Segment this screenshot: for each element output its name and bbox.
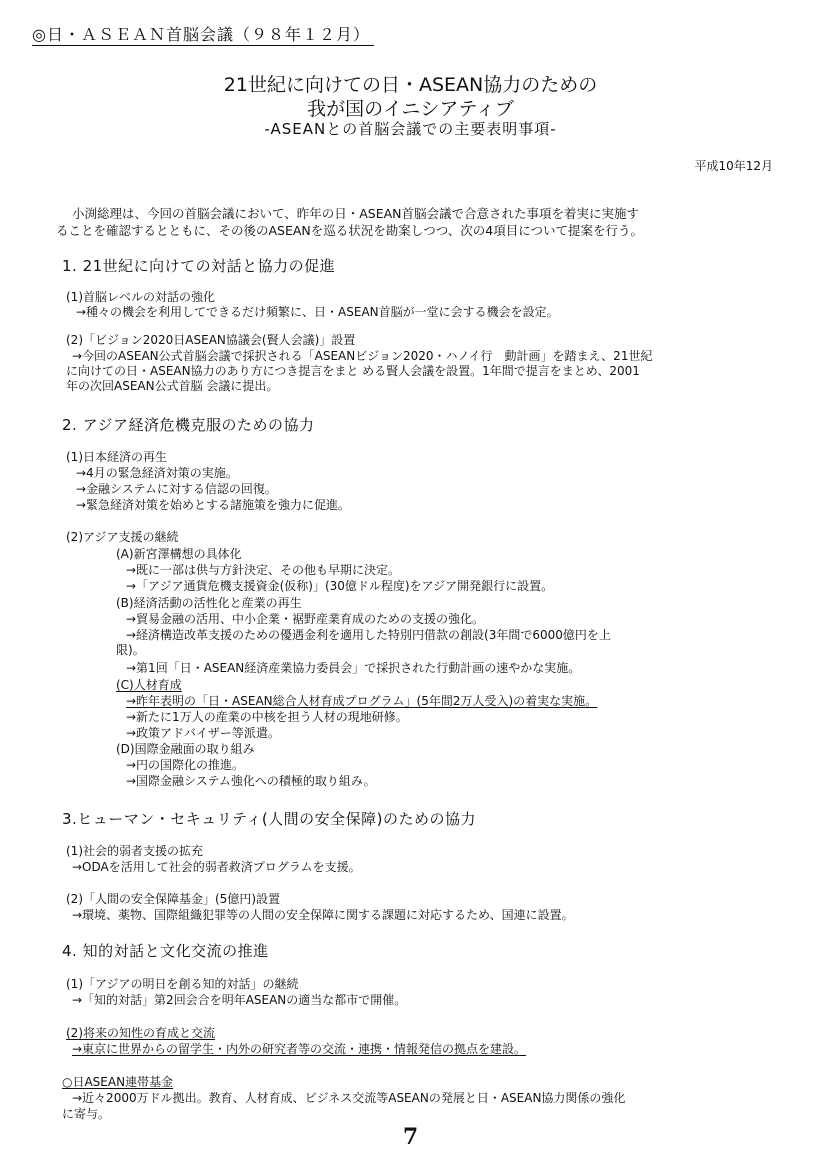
s3-item-2-line: →環境、薬物、国際組織犯罪等の人間の安全保障に関する課題に対応するため、国連に設置。 — [72, 908, 574, 922]
s2-d-line-1: →円の国際化の推進。 — [126, 758, 245, 772]
s4-item-3-line-1: →近々2000万ドル拠出。教育、人材育成、ビジネス交流等ASEANの発展と日・ASEAN協力関係の強化 — [72, 1091, 626, 1105]
s1-item-1-line: →種々の機会を利用してできるだけ頻繁に、日・ASEAN首脳が一堂に会する機会を設定。 — [76, 305, 559, 319]
title-line-2: 我が国のイニシアティブ — [307, 98, 514, 120]
s2-c-line-1: →昨年表明の「日・ASEAN総合人材育成プログラム」(5年間2万人受入)の着実な実施。 — [126, 694, 598, 708]
s2-b-line-4: →第1回「日・ASEAN経済産業協力委員会」で採択された行動計画の速やかな実施。 — [126, 661, 581, 675]
s2-c-title: (C)人材育成 — [116, 678, 182, 692]
s4-item-3-title: ○日ASEAN連帯基金 — [62, 1075, 174, 1089]
section-3-heading: 3.ヒューマン・セキュリティ(人間の安全保障)のための協力 — [62, 810, 477, 828]
s2-b-title: (B)経済活動の活性化と産業の再生 — [116, 596, 302, 610]
s1-item-2-line-3: 年の次回ASEAN公式首脳 会議に提出。 — [66, 379, 279, 393]
s2-item-2-title: (2)アジア支援の継続 — [66, 530, 179, 544]
intro-line-1: 小渕総理は、今回の首脳会議において、昨年の日・ASEAN首脳会議で合意された事項を着実に実施す — [72, 206, 640, 221]
s4-item-3-line-2: に寄与。 — [62, 1107, 111, 1121]
s2-a-line-2: →「アジア通貨危機支援資金(仮称)」(30億ドル程度)をアジア開発銀行に設置。 — [126, 579, 554, 593]
s4-item-2-title: (2)将来の知性の育成と交流 — [66, 1026, 215, 1040]
s1-item-2-title: (2)「ビジョン2020日ASEAN協議会(賢人会議)」設置 — [66, 333, 356, 347]
s3-item-1-title: (1)社会的弱者支援の拡充 — [66, 844, 203, 858]
intro-line-2: ることを確認するとともに、その後のASEANを巡る状況を勘案しつつ、次の4項目について提案を行う。 — [56, 223, 643, 238]
document-header: ◎日・ＡＳＥＡＮ首脳会議（９８年１２月） — [32, 22, 374, 46]
s2-b-line-2: →経済構造改革支援のための優遇金利を適用した特別円借款の創設(3年間で6000億円を上 — [126, 628, 611, 642]
section-4-heading: 4. 知的対話と文化交流の推進 — [62, 942, 269, 960]
s3-item-2-title: (2)「人間の安全保障基金」(5億円)設置 — [66, 892, 280, 906]
s2-d-line-2: →国際金融システム強化への積極的取り組み。 — [126, 774, 376, 788]
title-line-1: 21世紀に向けての日・ASEAN協力のための — [223, 74, 598, 96]
subtitle: -ASEANとの首脳会議での主要表明事項- — [264, 120, 557, 138]
s4-item-1-title: (1)「アジアの明日を創る知的対話」の継続 — [66, 977, 299, 991]
section-1-heading: 1. 21世紀に向けての対話と協力の促進 — [62, 257, 336, 275]
s2-item-1-line-1: →4月の緊急経済対策の実施。 — [76, 466, 238, 480]
s4-item-2-line: →東京に世界からの留学生・内外の研究者等の交流・連携・情報発信の拠点を建設。 — [72, 1042, 527, 1056]
s2-b-line-1: →貿易金融の活用、中小企業・裾野産業育成のための支援の強化。 — [126, 612, 485, 626]
s2-a-title: (A)新宮澤構想の具体化 — [116, 547, 242, 561]
s2-item-1-line-3: →緊急経済対策を始めとする諸施策を強力に促進。 — [76, 498, 351, 512]
section-2-heading: 2. アジア経済危機克服のための協力 — [62, 416, 315, 434]
s2-b-line-3: 限)。 — [116, 643, 145, 657]
s4-item-1-line: →「知的対話」第2回会合を明年ASEANの適当な都市で開催。 — [72, 993, 407, 1007]
page-number: 7 — [402, 1124, 419, 1150]
document-date: 平成10年12月 — [694, 159, 773, 173]
s2-c-line-3: →政策アドバイザー等派遣。 — [126, 726, 280, 740]
s2-c-line-2: →新たに1万人の産業の中核を担う人材の現地研修。 — [126, 710, 408, 724]
s1-item-1-title: (1)首脳レベルの対話の強化 — [66, 290, 215, 304]
s3-item-1-line: →ODAを活用して社会的弱者救済プログラムを支援。 — [72, 860, 361, 874]
s1-item-2-line-2: に向けての日・ASEAN協力のあり方につき提言をまと める賢人会議を設置。1年間で提言をまとめ、2001 — [66, 364, 640, 378]
s2-d-title: (D)国際金融面の取り組み — [116, 742, 255, 756]
s2-a-line-1: →既に一部は供与方針決定、その他も早期に決定。 — [126, 563, 401, 577]
s1-item-2-line-1: →今回のASEAN公式首脳会議で採択される「ASEANビジョン2020・ハノイ行 動計画」を踏まえ、21世紀 — [72, 349, 653, 363]
s2-item-1-title: (1)日本経済の再生 — [66, 450, 167, 464]
s2-item-1-line-2: →金融システムに対する信認の回復。 — [76, 482, 277, 496]
